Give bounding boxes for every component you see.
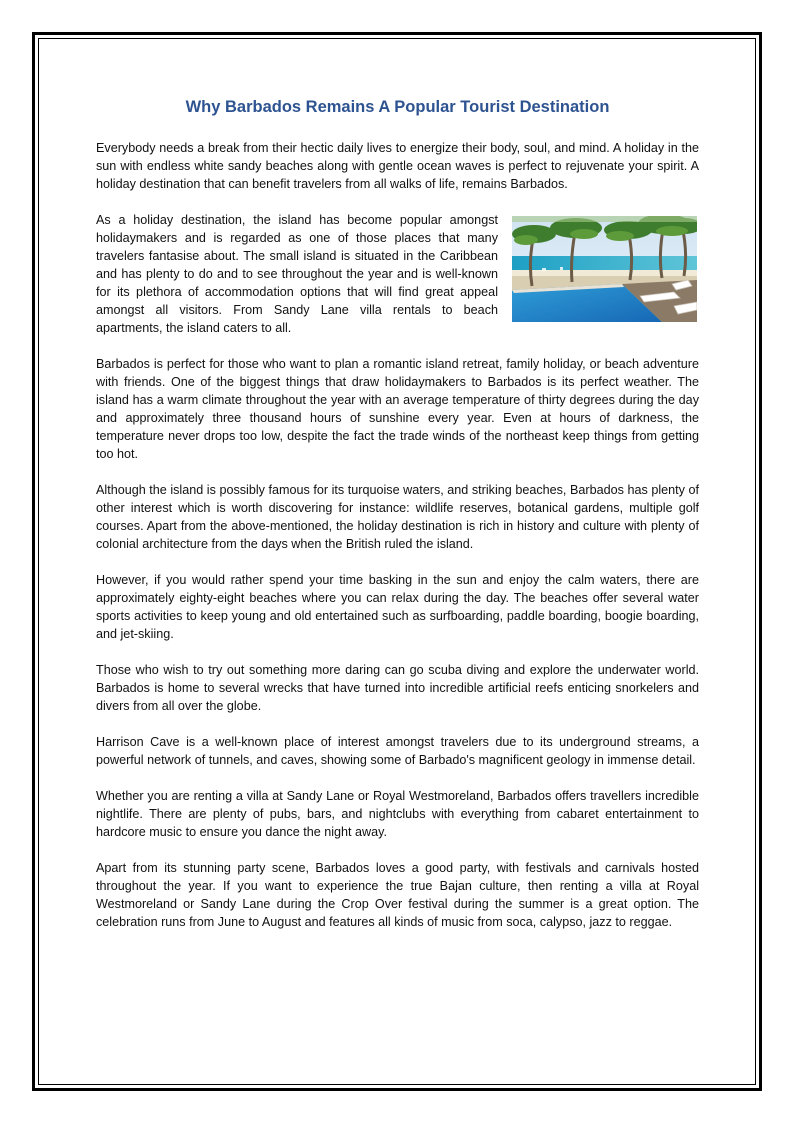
paragraph-harrison-cave: Harrison Cave is a well-known place of interest amongst travelers due to its underground streams, a powerful network of tunnels, and caves, showing some of Barbado's magnificent geology in immense detail.	[96, 735, 699, 767]
paragraph-nightlife: Whether you are renting a villa at Sandy Lane or Royal Westmoreland, Barbados offers travellers incredible nightlife. There are plenty of pubs, bars, and nightclubs with everything from cabaret entertainment to hardcore music to ensure you dance the night away.	[96, 789, 699, 839]
paragraph-with-photo	[96, 211, 699, 337]
article	[96, 96, 699, 949]
paragraph-festivals: Apart from its stunning party scene, Barbados loves a good party, with festivals and carnivals hosted throughout the year. If you want to experience the true Bajan culture, then renting a villa at Royal Westmoreland or Sandy Lane during the Crop Over festival during the summer is a great option. The celebration runs from June to August and features all kinds of music from soca, calypso, jazz to reggae.	[96, 861, 699, 929]
paragraph-beaches: However, if you would rather spend your time basking in the sun and enjoy the calm waters, there are approximately eighty-eight beaches where you can relax during the day. The beaches offer several water sports activities to keep young and old entertained such as surfboarding, paddle boarding, boogie boarding, and jet-skiing.	[96, 573, 699, 641]
paragraph-attractions: Although the island is possibly famous for its turquoise waters, and striking beaches, Barbados has plenty of other interest which is worth discovering for instance: wildlife reserves, botanical gardens, multiple golf courses. Apart from the above-mentioned, the holiday destination is rich in history and culture with plenty of colonial architecture from the days when the British ruled the island.	[96, 483, 699, 551]
paragraph-intro: Everybody needs a break from their hectic daily lives to energize their body, soul, and mind. A holiday in the sun with endless white sandy beaches along with gentle ocean waves is perfect to rejuvenate your spirit. A holiday destination that can benefit travelers from all walks of life, remains Barbados.	[96, 141, 699, 191]
paragraph-scuba: Those who wish to try out something more daring can go scuba diving and explore the underwater world. Barbados is home to several wrecks that have turned into incredible artificial reefs enticing snorkelers and divers from all over the globe.	[96, 663, 699, 713]
paragraph-holiday-destination: As a holiday destination, the island has become popular amongst holidaymakers and is regarded as one of those places that many travelers fantasise about. The small island is situated in the Caribbean and has plenty to do and to see throughout the year and is well-known for its plethora of accommodation options that will find great appeal amongst all visitors. From Sandy Lane villa rentals to beach apartments, the island caters to all.	[96, 213, 498, 335]
beach-villa-photo	[512, 216, 697, 322]
paragraph-weather: Barbados is perfect for those who want to plan a romantic island retreat, family holiday, or beach adventure with friends. One of the biggest things that draw holidaymakers to Barbados is its perfect weather. The island has a warm climate throughout the year with an average temperature of thirty degrees during the day and approximately three thousand hours of sunshine every year. Even at hours of darkness, the temperature never drops too low, despite the fact the trade winds of the northeast keep things from getting too hot.	[96, 357, 699, 461]
article-title: Why Barbados Remains A Popular Tourist Destination	[185, 98, 610, 116]
